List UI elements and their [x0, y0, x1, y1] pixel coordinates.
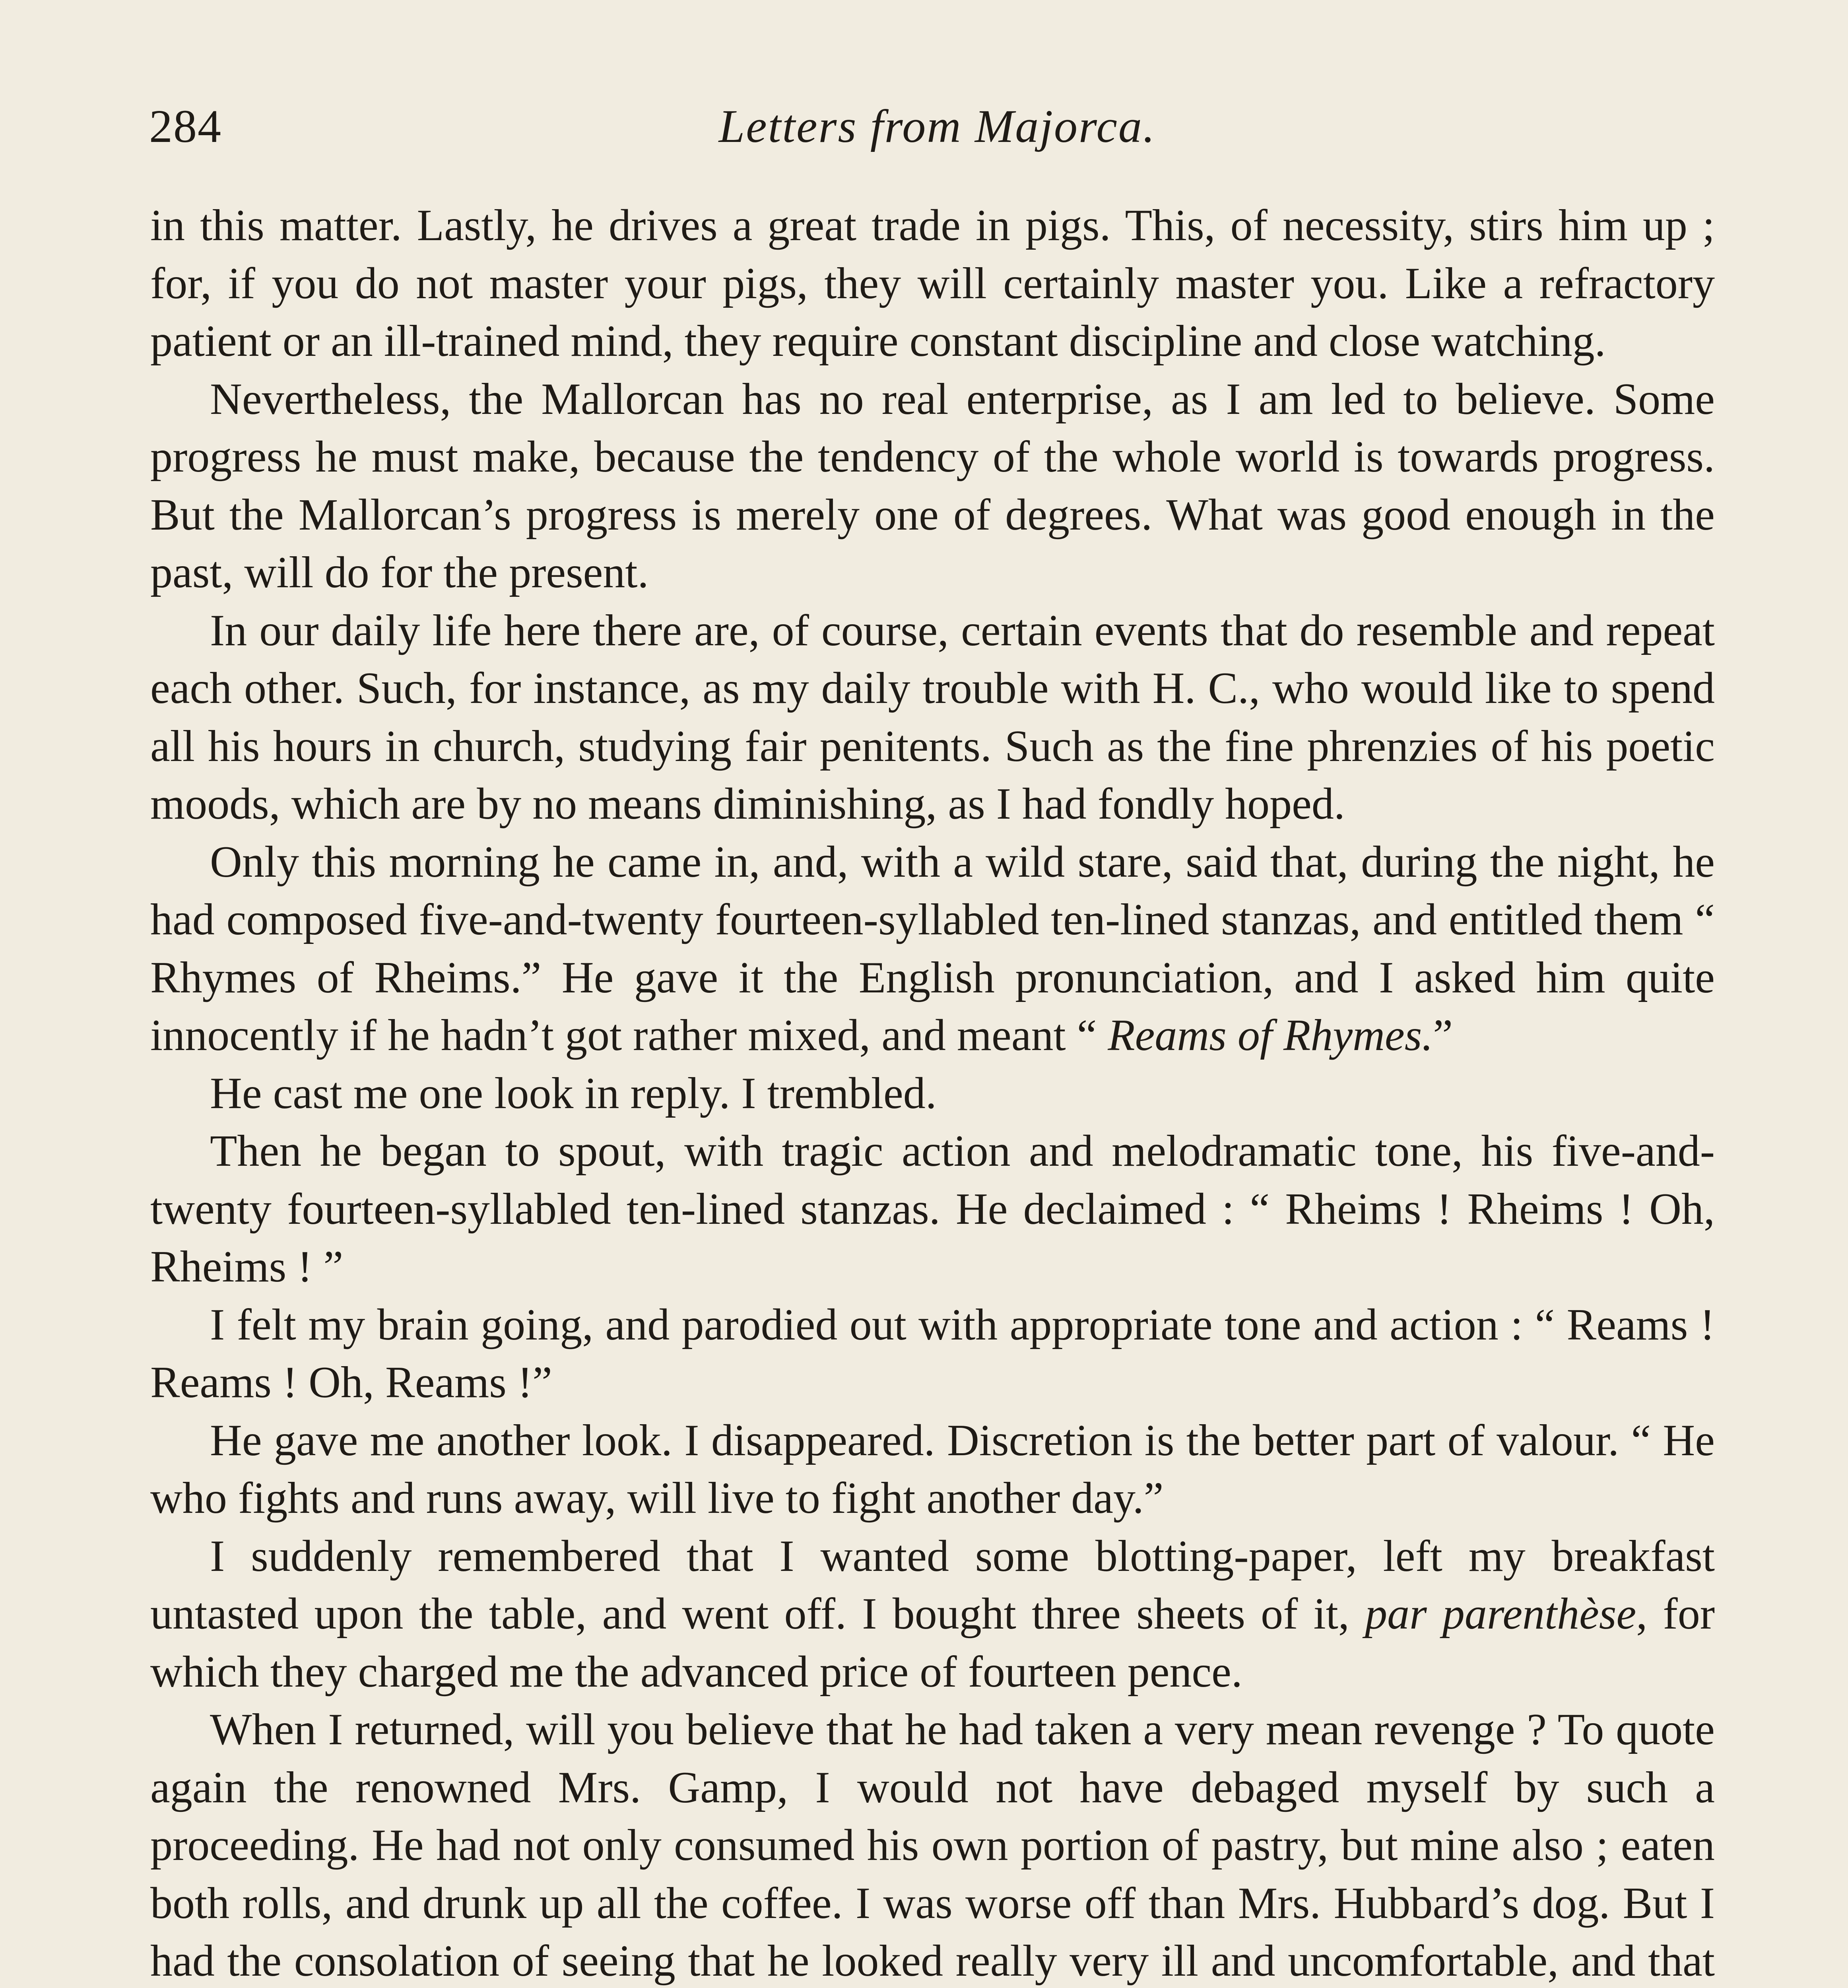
paragraph-text: , for which they charged me the advanced price of fourteen pence. — [150, 1589, 1715, 1697]
paragraph: When I returned, will you believe that he had taken a very mean revenge ? To quote again the renowned Mrs. Gamp, I would not have debaged myself by such a proceeding. He had not only consumed his own portion of pastry, but mine also ; eaten both rolls, and drunk up all the coffee. I was worse off than Mrs. Hubbard’s dog. But I had the consolation of seeing that he looked really very ill and uncomfortable, and that — [150, 1705, 1715, 1986]
paragraph: in this matter. Lastly, he drives a great trade in pigs. This, of necessity, stirs him up ; for, if you do not master your pigs, they will certainly master you. Like a refractory patient or an ill-trained mind, they require constant discipline and close watching. — [150, 201, 1715, 366]
italic-phrase: par parenthèse — [1365, 1589, 1636, 1639]
page-number: 284 — [149, 100, 222, 152]
paragraph — [150, 833, 1715, 1065]
body-text — [150, 197, 1715, 1988]
paragraph-text: ” — [1433, 1011, 1453, 1060]
paragraph — [150, 1528, 1715, 1701]
paragraph: He cast me one look in reply. I trembled. — [210, 1068, 937, 1118]
running-title: Letters from Majorca. — [718, 100, 1156, 152]
paragraph: In our daily life here there are, of course, certain events that do resemble and repeat each other. Such, for instance, as my daily trouble with H. C., who would like to spend all his hours in church, studying fair penitents. Such as the fine phrenzies of his poetic moods, which are by no means diminishing, as I had fondly hoped. — [150, 606, 1715, 829]
paragraph: Nevertheless, the Mallorcan has no real enterprise, as I am led to believe. Some progress he must make, because the tendency of the whole world is towards progress. But the Mallorcan’s progress is merely one of degrees. What was good enough in the past, will do for the present. — [150, 374, 1715, 597]
paragraph-text: Only this morning he came in, and, with a wild stare, said that, during the night, he had composed five-and-twenty fourteen-syllabled ten-lined stanzas, and entitled them “ Rhymes of Rheims.” He gave it the English pronunciation, and I asked him quite innocently if he hadn’t got rather mixed, and meant “ — [150, 837, 1715, 1060]
italic-phrase: Reams of Rhymes. — [1108, 1011, 1433, 1060]
paragraph: I felt my brain going, and parodied out with appropriate tone and action : “ Reams ! Reams ! Oh, Reams !” — [150, 1300, 1715, 1407]
paragraph: Then he began to spout, with tragic action and melodramatic tone, his five-and-twenty fourteen-syllabled ten-lined stanzas. He declaimed : “ Rheims ! Rheims ! Oh, Rheims ! ” — [150, 1126, 1715, 1291]
paragraph-text: I suddenly remembered that I wanted some blotting-paper, left my breakfast untasted upon the table, and went off. I bought three sheets of it, — [150, 1531, 1715, 1639]
paragraph: He gave me another look. I disappeared. Discretion is the better part of valour. “ He who fights and runs away, will live to fight another day.” — [150, 1415, 1715, 1523]
page-header — [149, 99, 1726, 159]
